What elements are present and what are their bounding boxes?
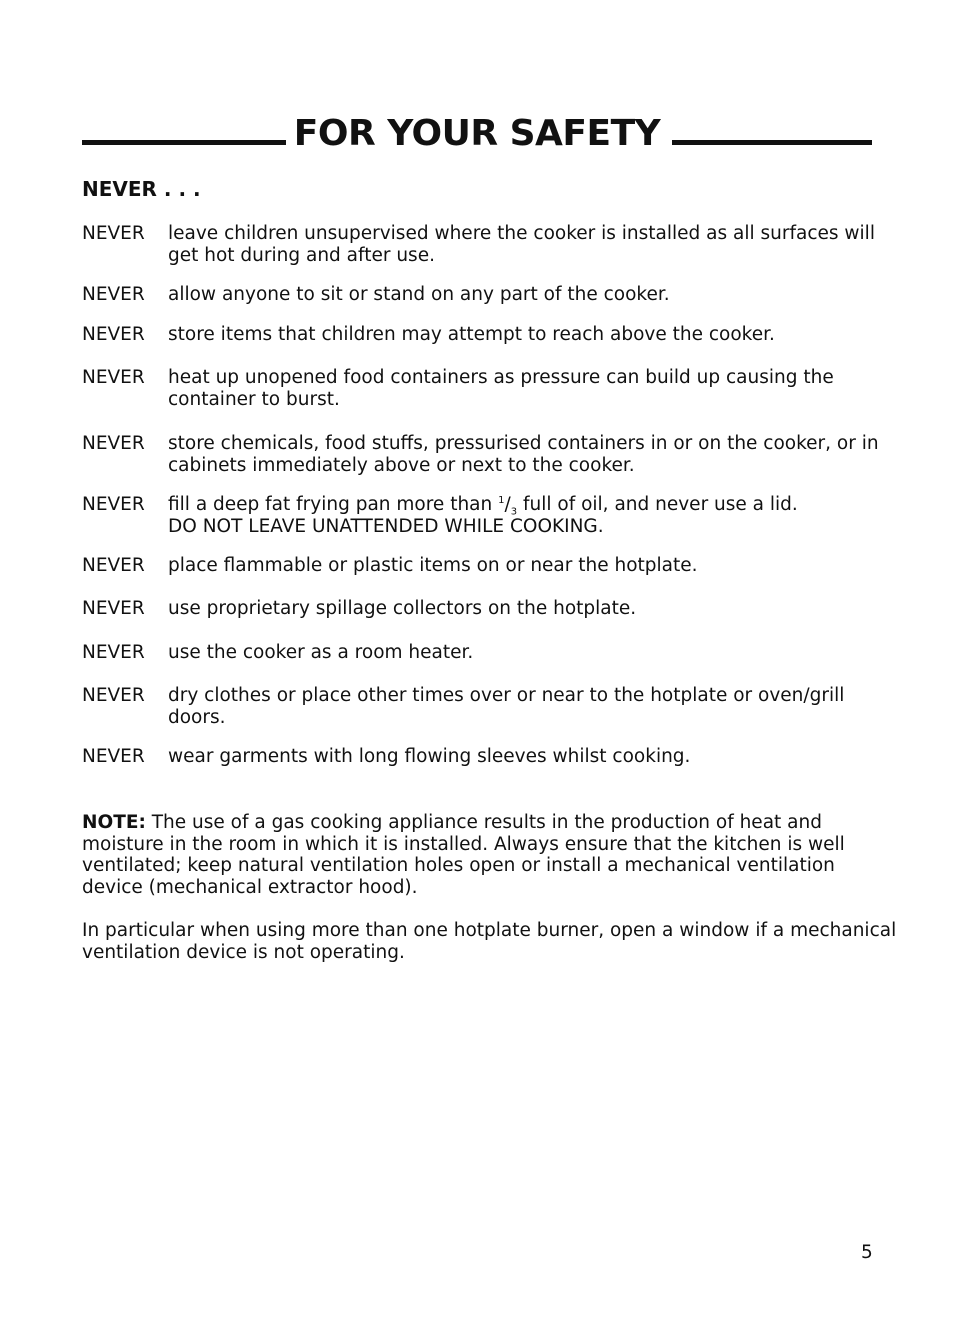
ventilation-paragraph	[82, 920, 897, 963]
never-label: NEVER	[82, 324, 145, 345]
note-paragraph	[82, 812, 882, 898]
never-item	[82, 685, 872, 729]
item-text-line: cabinets immediately above or next to the cooker.	[168, 455, 635, 476]
paragraph-text-line: In particular when using more than one hotplate burner, open a window if a mechanical	[82, 920, 897, 941]
item-text-line: wear garments with long flowing sleeves whilst cooking.	[168, 746, 691, 767]
never-item	[82, 324, 872, 346]
item-text-line: store chemicals, food stuffs, pressurised containers in or on the cooker, or in	[168, 433, 879, 454]
never-label: NEVER	[82, 598, 145, 619]
item-text-segment: fill a deep fat frying pan more than	[168, 494, 499, 515]
never-label: NEVER	[82, 555, 145, 576]
item-text-line: container to burst.	[168, 389, 340, 410]
note-text-line: moisture in the room in which it is installed. Always ensure that the kitchen is well	[82, 833, 845, 855]
never-label: NEVER	[82, 494, 145, 515]
title-rule-right	[672, 140, 872, 145]
never-item	[82, 433, 879, 477]
note-text-line: device (mechanical extractor hood).	[82, 876, 418, 898]
item-text-line: store items that children may attempt to reach above the cooker.	[168, 324, 775, 345]
item-text-line	[168, 494, 872, 516]
page-title: FOR YOUR SAFETY	[293, 113, 661, 154]
fraction-slash: /	[504, 494, 511, 515]
never-item	[82, 598, 872, 620]
never-label: NEVER	[82, 284, 145, 305]
item-text-line: DO NOT LEAVE UNATTENDED WHILE COOKING.	[168, 516, 604, 537]
item-text-line: doors.	[168, 707, 226, 728]
fraction-denominator: 3	[510, 506, 518, 518]
never-item	[82, 555, 872, 577]
never-item	[82, 494, 872, 538]
item-text-line: use proprietary spillage collectors on the hotplate.	[168, 598, 637, 619]
item-text-line: allow anyone to sit or stand on any part of the cooker.	[168, 284, 670, 305]
note-text-line: The use of a gas cooking appliance results in the production of heat and	[145, 812, 822, 833]
paragraph-text-line: ventilation device is not operating.	[82, 941, 405, 963]
never-label: NEVER	[82, 746, 145, 767]
item-text-line: get hot during and after use.	[168, 245, 435, 266]
item-text-line: leave children unsupervised where the cooker is installed as all surfaces will	[168, 223, 875, 244]
item-text-line: use the cooker as a room heater.	[168, 642, 474, 663]
never-label: NEVER	[82, 367, 145, 388]
never-label: NEVER	[82, 223, 145, 244]
page-number: 5	[861, 1242, 873, 1263]
never-item	[82, 746, 872, 768]
item-text-line: dry clothes or place other times over or near to the hotplate or oven/grill	[168, 685, 845, 706]
never-item	[82, 367, 872, 411]
never-label: NEVER	[82, 642, 145, 663]
never-item	[82, 284, 872, 306]
item-text-line: heat up unopened food containers as pressure can build up causing the	[168, 367, 834, 388]
never-label: NEVER	[82, 433, 145, 454]
fraction-numerator: 1	[498, 494, 505, 506]
item-text-segment: full of oil, and never use a lid.	[517, 494, 798, 515]
never-label: NEVER	[82, 685, 145, 706]
item-text-line: place flammable or plastic items on or near the hotplate.	[168, 555, 698, 576]
section-heading: NEVER . . .	[82, 177, 201, 201]
note-text-line: ventilated; keep natural ventilation holes open or install a mechanical ventilation	[82, 855, 835, 876]
note-label: NOTE:	[82, 812, 146, 833]
never-item	[82, 223, 875, 267]
never-item	[82, 642, 872, 664]
